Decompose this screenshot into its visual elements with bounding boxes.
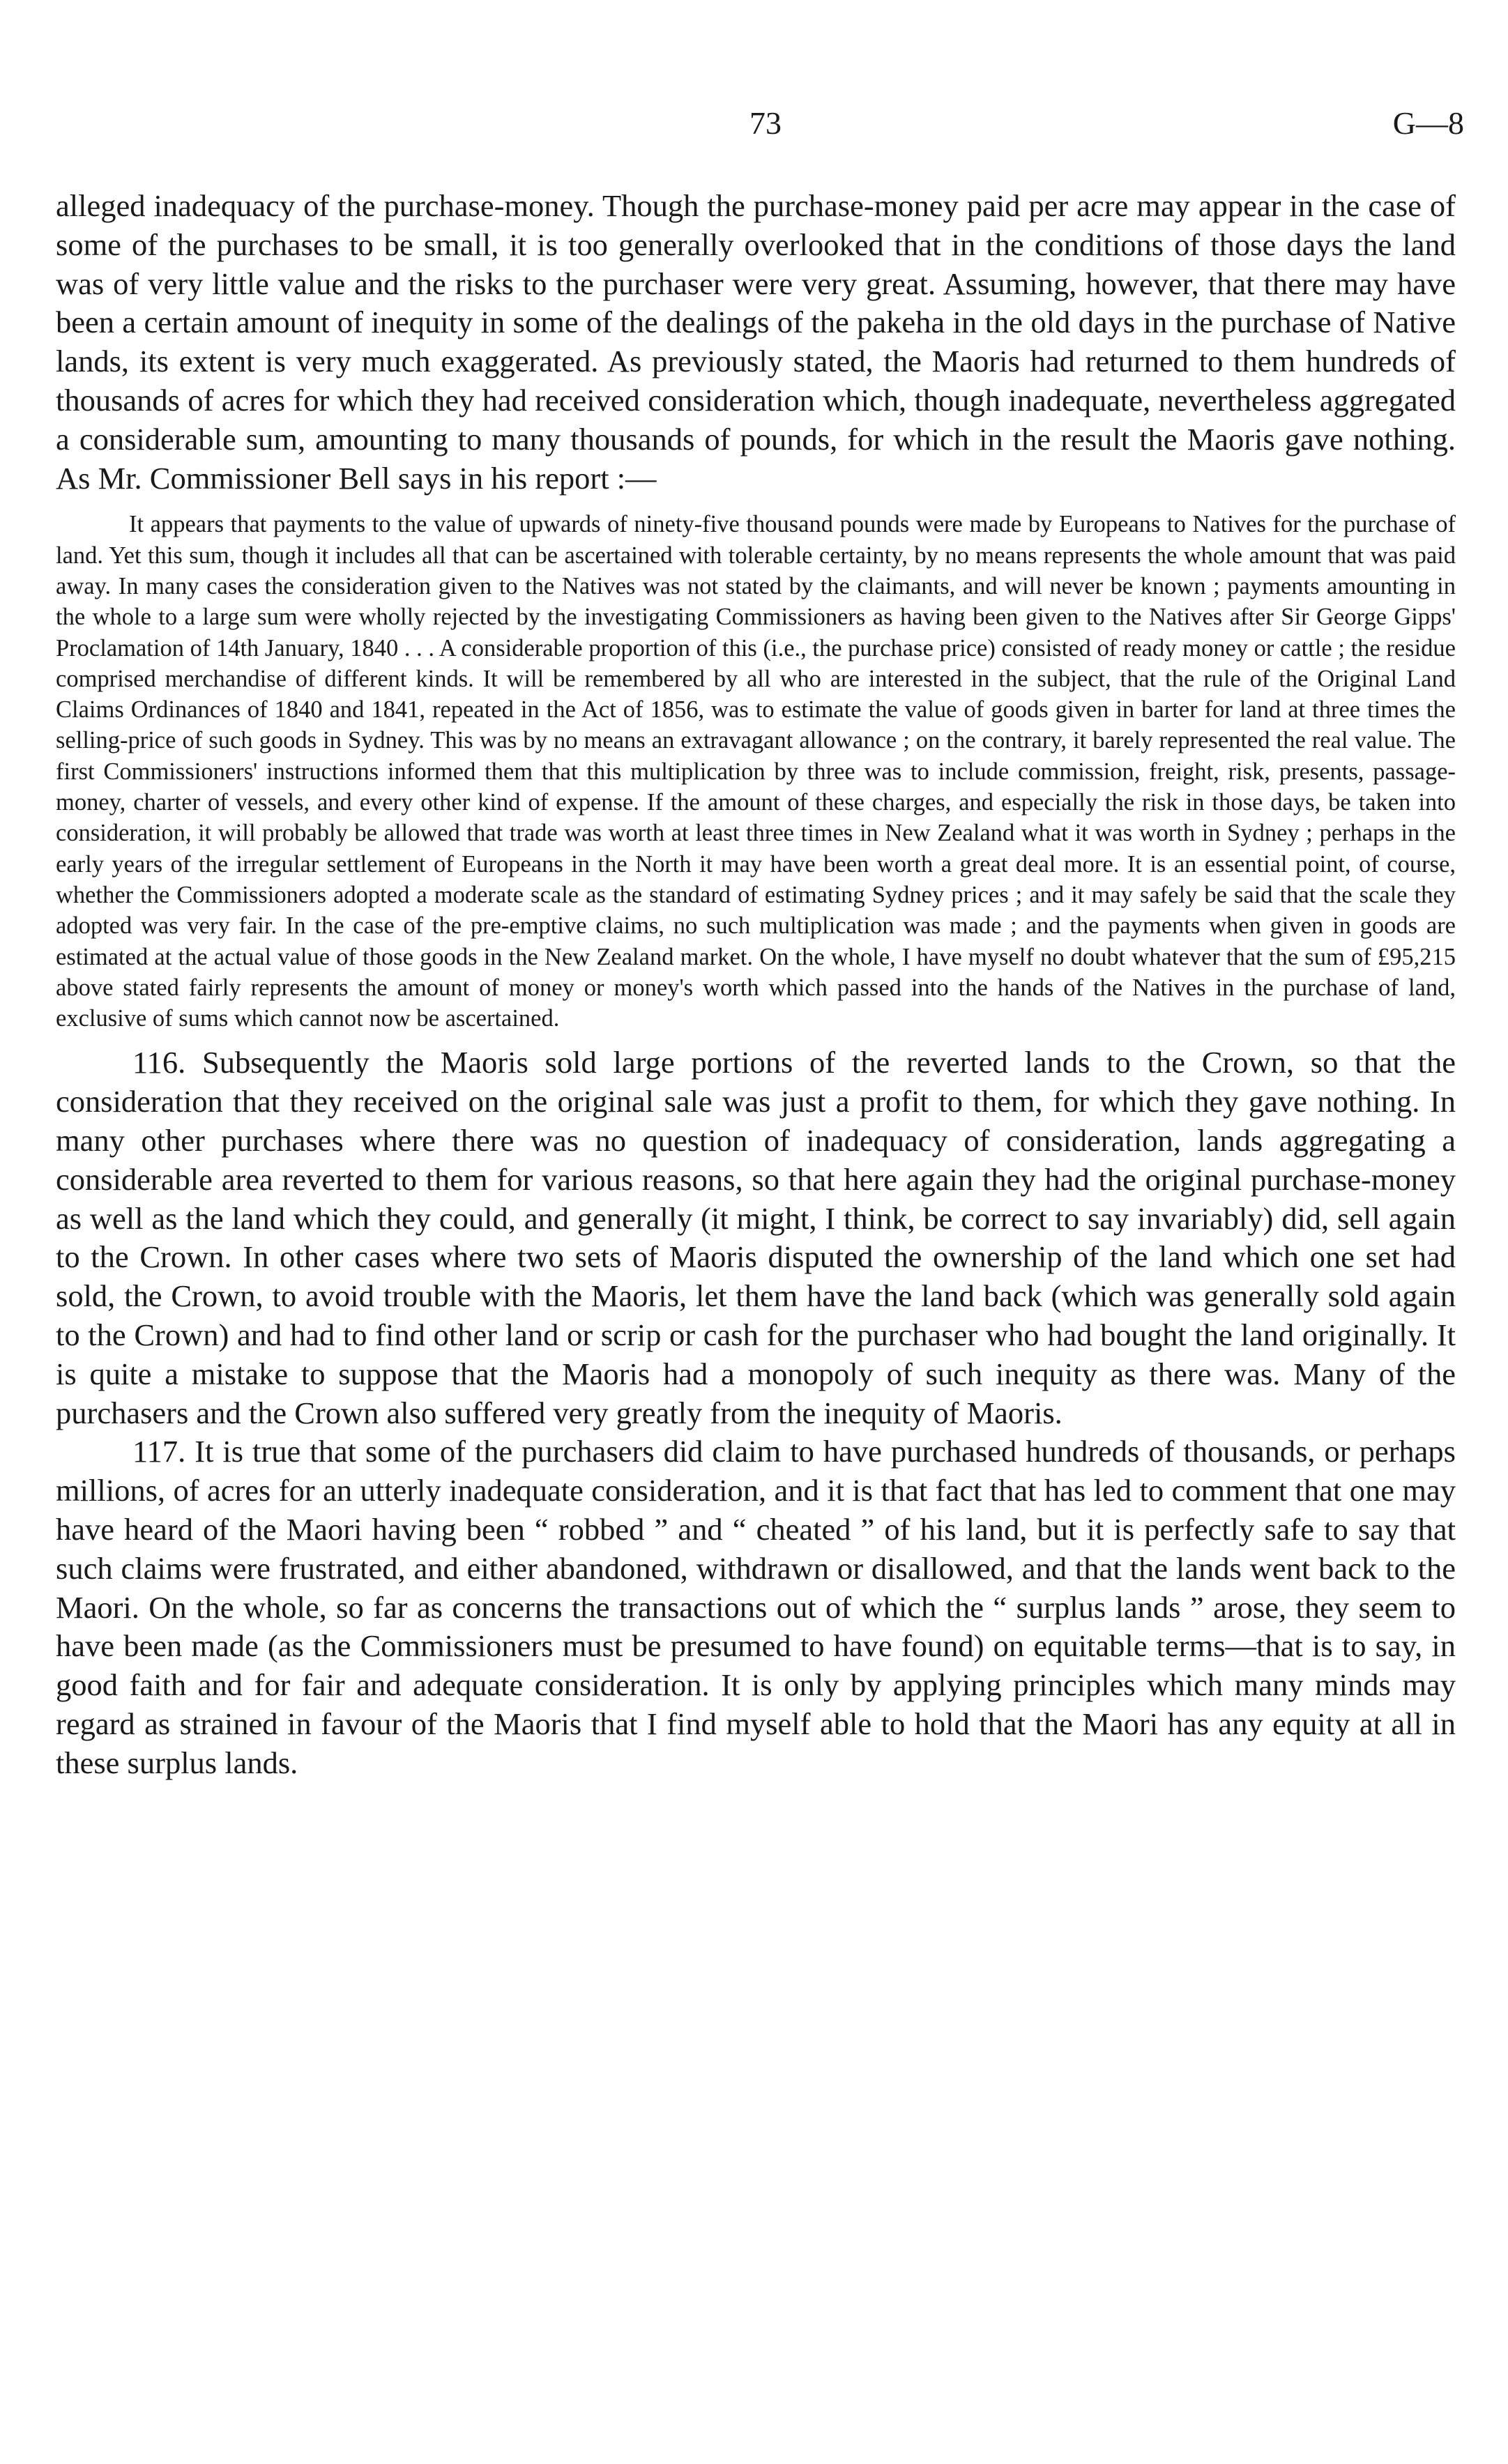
paragraph-116: 116. Subsequently the Maoris sold large portions of the reverted lands to the Crown, so that the consideration that they received on the original sale was just a profit to them, for which they gave nothing. In many other purchases where there was no question of inadequacy of consideration, lands aggregating a considerable area reverted to them for various reasons, so that here again they had the original purchase-money as well as the land which they could, and generally (it might, I think, be correct to say invariably) did, sell again to the Crown. In other cases where two sets of Maoris disputed the ownership of the land which one set had sold, the Crown, to avoid trouble with the Maoris, let them have the land back (which was generally sold again to the Crown) and had to find other land or scrip or cash for the purchaser who had bought the land originally. It is quite a mistake to suppose that the Maoris had a monopoly of such inequity as there was. Many of the purchasers and the Crown also suffered very greatly from the inequity of Maoris. <box>56 1045 1456 1430</box>
block-quote: It appears that payments to the value of upwards of ninety-five thousand pounds were made by Europeans to Natives for the purchase of land. Yet this sum, though it includes all that can be ascertained with tolerable certainty, by no means represents the whole amount that was paid away. In many cases the consideration given to the Natives was not stated by the claimants, and will never be known ; payments amounting in the whole to a large sum were wholly rejected by the investigating Commissioners as having been given to the Natives after Sir George Gipps' Proclamation of 14th January, 1840 . . . A considerable proportion of this (i.e., the purchase price) consisted of ready money or cattle ; the residue comprised merchandise of different kinds. It will be remembered by all who are interested in the subject, that the rule of the Original Land Claims Ordinances of 1840 and 1841, repeated in the Act of 1856, was to estimate the value of goods given in barter for land at three times the selling-price of such goods in Sydney. This was by no means an extravagant allowance ; on the contrary, it barely represented the real value. The first Commissioners' instructions informed them that this multiplication by three was to include commission, freight, risk, presents, passage-money, charter of vessels, and every other kind of expense. If the amount of these charges, and especially the risk in those days, be taken into consideration, it will probably be allowed that trade was worth at least three times in New Zealand what it was worth in Sydney ; perhaps in the early years of the irregular settlement of Europeans in the North it may have been worth a great deal more. It is an essential point, of course, whether the Commissioners adopted a moderate scale as the standard of estimating Sydney prices ; and it may safely be said that the scale they adopted was very fair. In the case of the pre-emptive claims, no such multiplication was made ; and the payments when given in goods are estimated at the actual value of those goods in the New Zealand market. On the whole, I have myself no doubt whatever that the sum of £95,215 above stated fairly represents the amount of money or money's worth which passed into the hands of the Natives in the purchase of land, exclusive of sums which cannot now be ascertained. <box>56 511 1456 1032</box>
page-number: 73 <box>749 105 782 141</box>
document-code: G—8 <box>1392 105 1464 141</box>
page-header <box>56 105 1464 146</box>
paragraph-117: 117. It is true that some of the purchasers did claim to have purchased hundreds of thousands, or perhaps millions, of acres for an utterly inadequate consideration, and it is that fact that has led to comment that one may have heard of the Maori having been “ robbed ” and “ cheated ” of his land, but it is perfectly safe to say that such claims were frustrated, and either abandoned, withdrawn or disallowed, and that the lands went back to the Maori. On the whole, so far as concerns the transactions out of which the “ surplus lands ” arose, they seem to have been made (as the Commissioners must be presumed to have found) on equitable terms—that is to say, in good faith and for fair and adequate consideration. It is only by applying principles which many minds may regard as strained in favour of the Maoris that I find myself able to hold that the Maori has any equity at all in these surplus lands. <box>56 1434 1456 1780</box>
page-body <box>56 187 1456 1783</box>
intro-paragraph: alleged inadequacy of the purchase-money. Though the purchase-money paid per acre may appear in the case of some of the purchases to be small, it is too generally overlooked that in the conditions of those days the land was of very little value and the risks to the purchaser were very great. Assuming, however, that there may have been a certain amount of inequity in some of the dealings of the pakeha in the old days in the purchase of Native lands, its extent is very much exaggerated. As previously stated, the Maoris had returned to them hundreds of thousands of acres for which they had received consideration which, though inadequate, nevertheless aggregated a considerable sum, amounting to many thousands of pounds, for which in the result the Maoris gave nothing. As Mr. Commissioner Bell says in his report :— <box>56 188 1456 496</box>
